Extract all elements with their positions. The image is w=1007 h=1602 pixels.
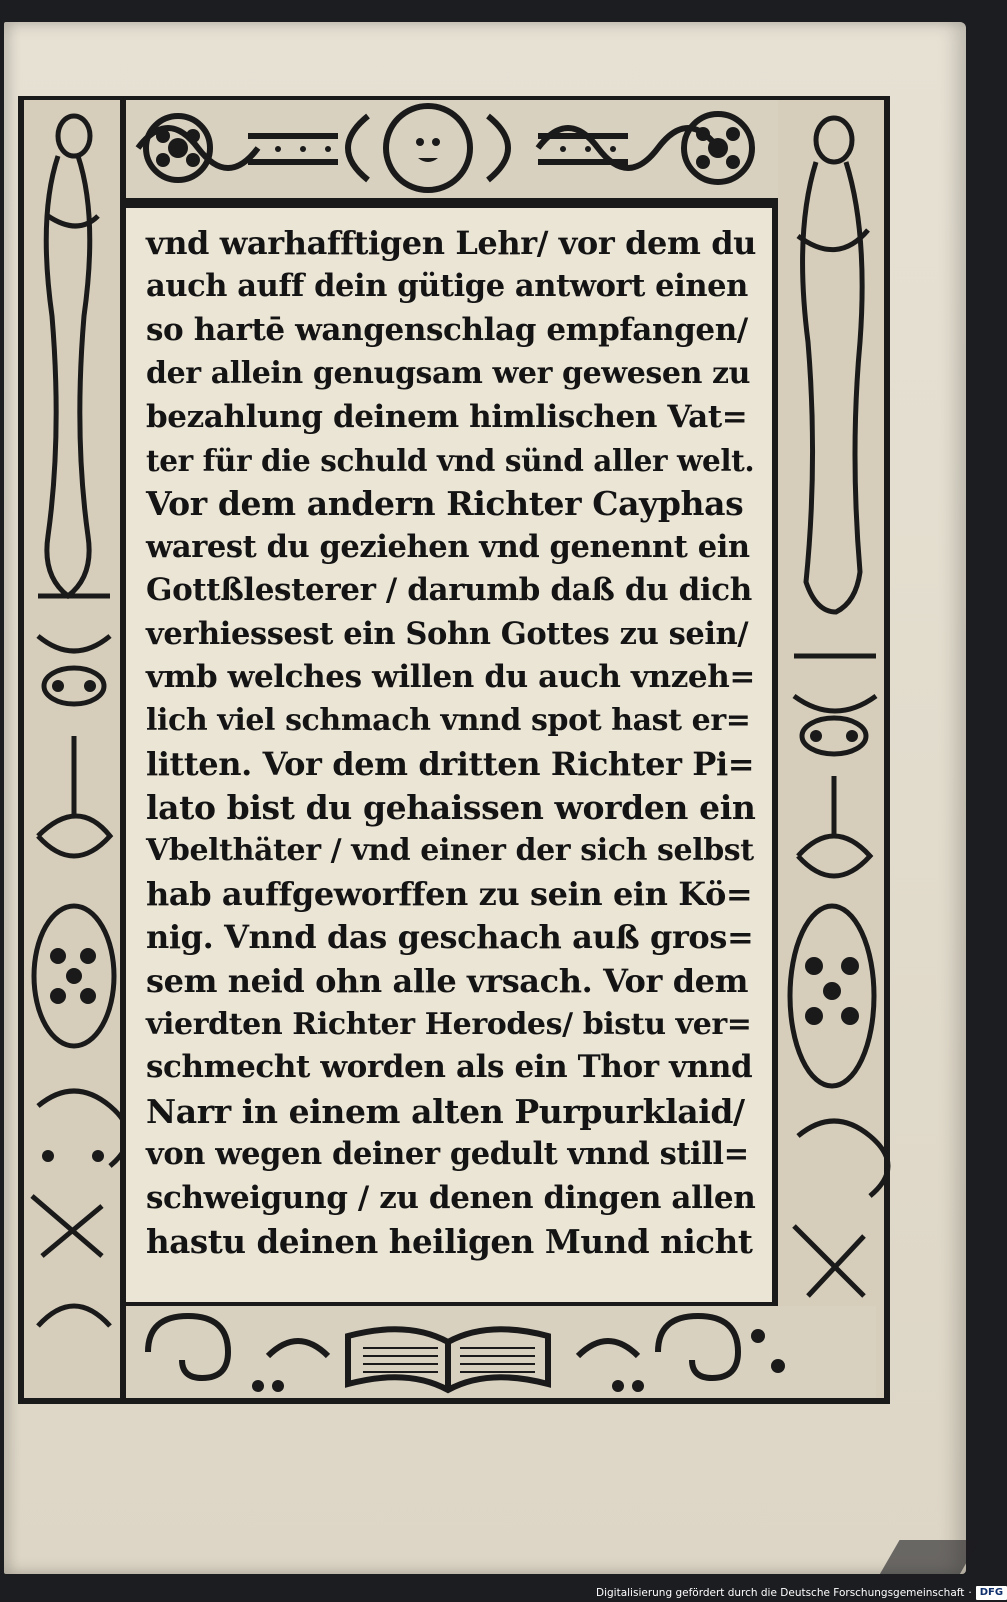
text-line: schmecht worden als ein Thor vnnd (146, 1049, 753, 1086)
text-line: vierdten Richter Herodes/ bistu ver= (146, 1007, 752, 1043)
text-line: vnd warhafftigen Lehr/ vor dem du (146, 224, 757, 262)
text-line: Gottßlesterer / darumb daß du dich (146, 572, 752, 609)
text-line: ter für die schuld vnd sünd aller welt. (146, 442, 755, 478)
text-line: verhiessest ein Sohn Gottes zu sein/ (146, 615, 749, 652)
text-line: litten. Vor dem dritten Richter Pi= (146, 744, 755, 783)
text-line: Narr in einem alten Purpurklaid/ (146, 1091, 745, 1131)
book-page (4, 22, 966, 1574)
dfg-logo[interactable]: DFG (976, 1586, 1007, 1600)
digitization-credit (596, 1584, 1007, 1602)
text-line: der allein genugsam wer gewesen zu (146, 356, 751, 392)
text-line: hastu deinen heiligen Mund nicht (146, 1221, 753, 1261)
text-line: sem neid ohn alle vrsach. Vor dem (146, 961, 749, 1000)
text-line: lich viel schmach vnnd spot hast er= (146, 703, 751, 739)
text-line: schweigung / zu denen dingen allen (146, 1179, 756, 1216)
text-line: auch auff dein gütige antwort einen (146, 268, 748, 305)
text-block (126, 208, 772, 1302)
credit-separator: · (968, 1587, 972, 1599)
text-line: lato bist du gehaissen worden ein (146, 788, 756, 828)
text-line: bezahlung deinem himlischen Vat= (146, 398, 748, 435)
woodcut-border (18, 96, 890, 1404)
credit-text: Digitalisierung gefördert durch die Deutsche Forschungsgemeinschaft (596, 1587, 965, 1599)
text-line: vmb welches willen du auch vnzeh= (146, 658, 755, 695)
text-line: so hartē wangenschlag empfangen/ (146, 311, 748, 348)
text-line: von wegen deiner gedult vnnd still= (146, 1136, 749, 1173)
text-line: warest du geziehen vnd genennt ein (146, 528, 750, 565)
text-line: Vbelthäter / vnd einer der sich selbst (146, 833, 754, 869)
text-line: nig. Vnnd das geschach auß gros= (146, 918, 754, 957)
text-line: hab auffgeworffen zu sein ein Kö= (146, 874, 753, 913)
text-line: Vor dem andern Richter Cayphas (146, 484, 744, 524)
